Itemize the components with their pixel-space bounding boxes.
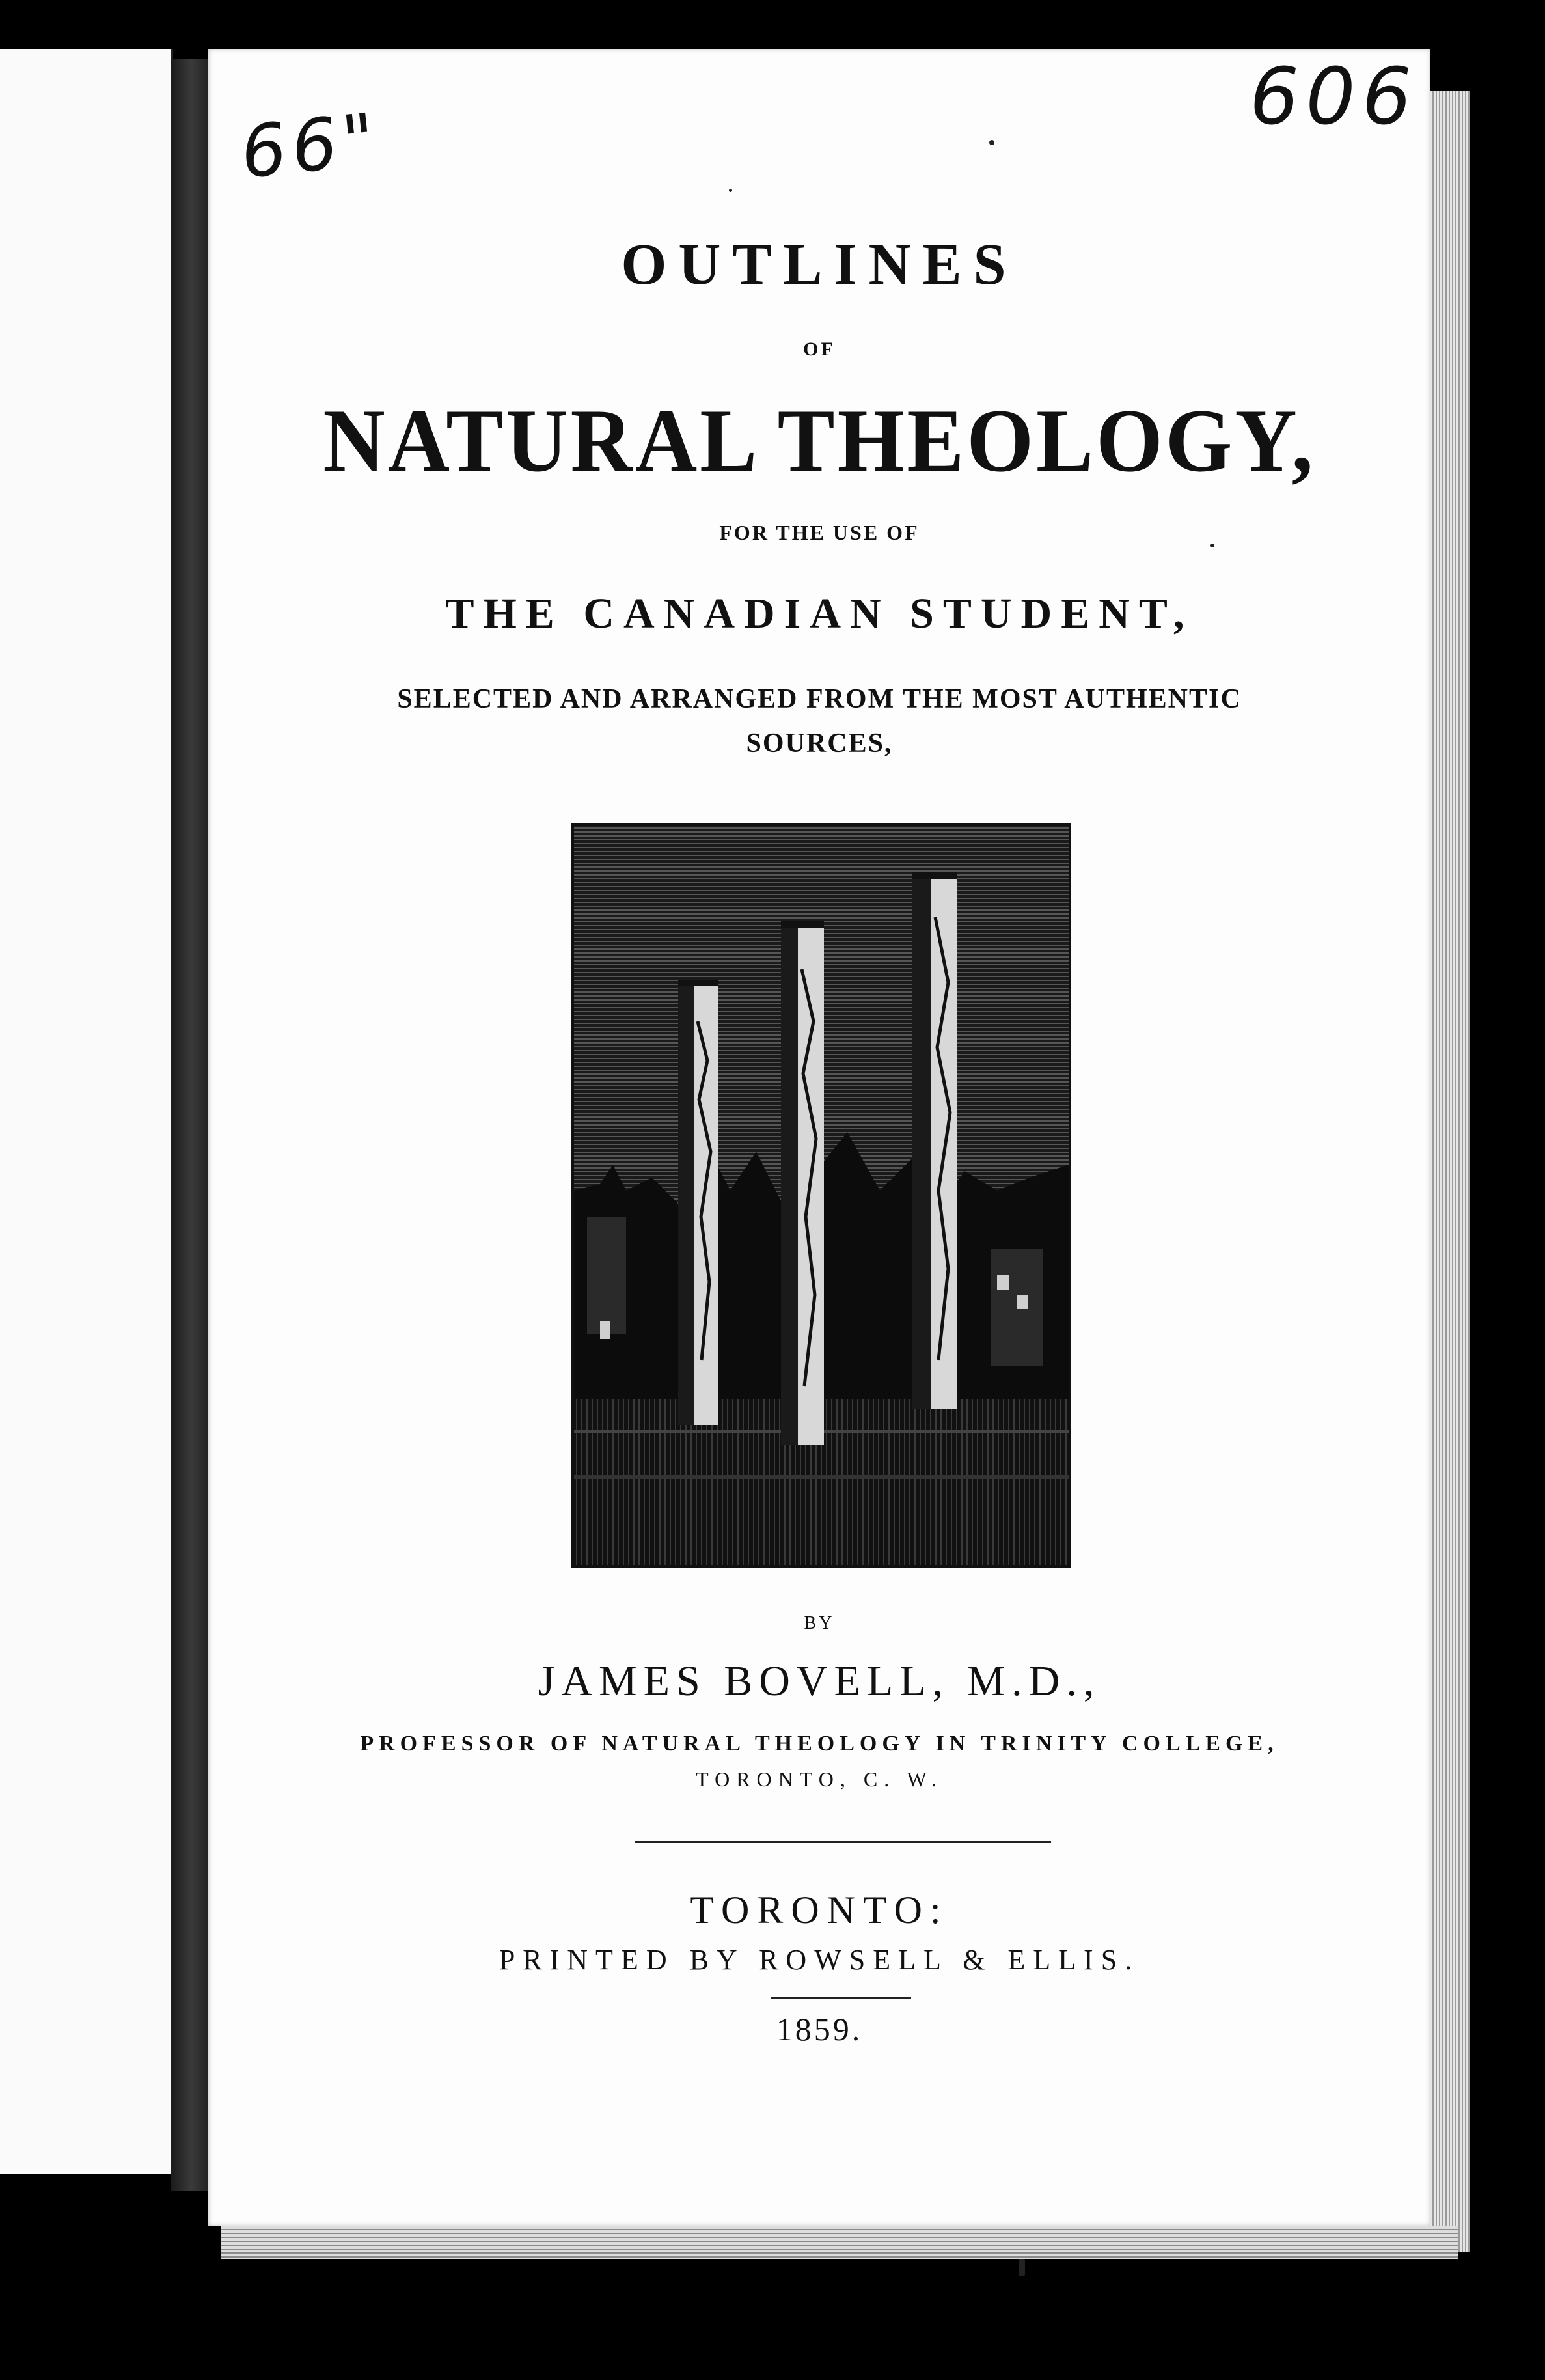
ink-speck [1019,2259,1025,2276]
short-rule [771,1997,911,1999]
imprint-place: TORONTO: [690,1889,949,1931]
for-the-use-of: FOR THE USE OF [719,521,920,544]
main-title: NATURAL THEOLOGY, [323,390,1316,491]
facing-page [0,49,173,2174]
affiliation-line-1: PROFESSOR OF NATURAL THEOLOGY IN TRINITY COLLEGE, [360,1732,1279,1756]
title-outlines: OUTLINES [621,232,1018,297]
ink-speck [1210,544,1214,547]
imprint-printer: PRINTED BY ROWSELL & ELLIS. [499,1944,1140,1976]
affiliation-line-2: TORONTO, C. W. [696,1767,943,1791]
ink-speck [989,140,994,145]
by-line: BY [804,1613,835,1633]
selected-line-2: SOURCES, [746,728,893,758]
title-of: OF [803,339,836,360]
handwritten-note-right: 606 [1250,52,1419,143]
audience-line: THE CANADIAN STUDENT, [445,590,1194,637]
column-engraving [571,823,1071,1568]
author-name: JAMES BOVELL, M.D., [538,1657,1101,1705]
page-edge-bottom [221,2226,1458,2259]
column-engraving-image [574,826,1069,1565]
imprint-year: 1859. [776,2011,863,2047]
page-edge-right [1430,91,1470,2252]
divider-rule [635,1841,1051,1843]
handwritten-note-left: 66" [236,97,385,195]
selected-line-1: SELECTED AND ARRANGED FROM THE MOST AUTHENTIC [397,684,1242,714]
ink-speck [729,189,732,192]
